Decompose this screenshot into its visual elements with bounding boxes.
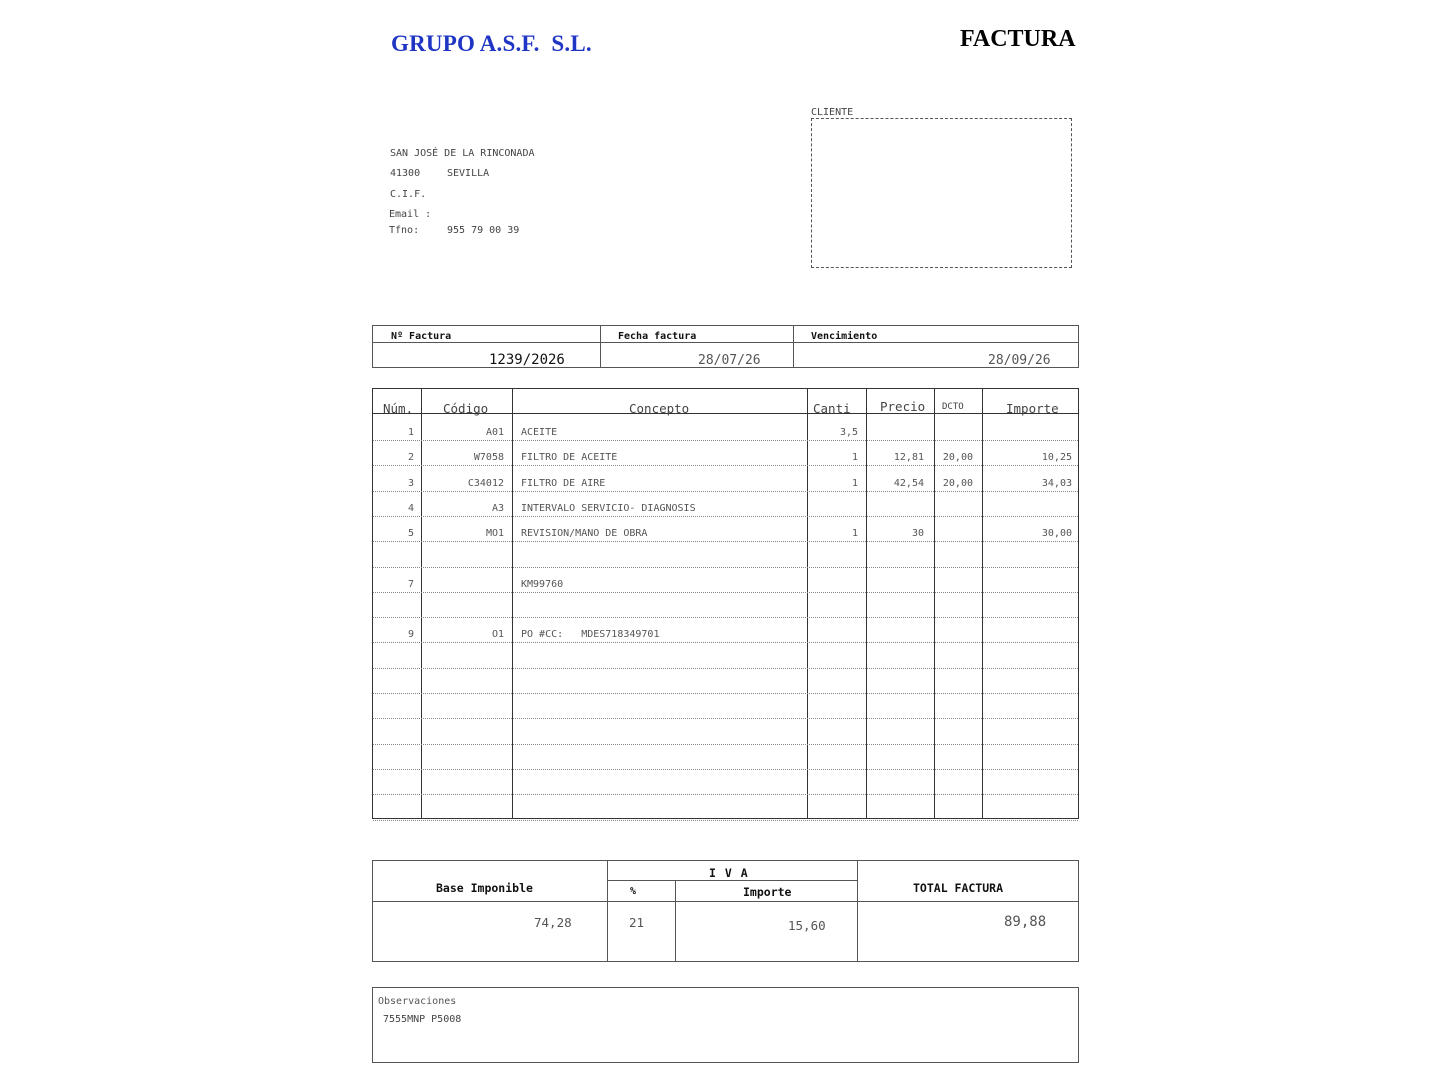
line-price: 30 [911, 528, 924, 540]
invoice-due-date: 28/09/26 [988, 353, 1051, 368]
table-row [373, 465, 1078, 466]
iva-amount: 15,60 [788, 918, 826, 933]
line-quantity: 1 [851, 477, 858, 489]
divider [857, 861, 858, 961]
col-header-num: Núm. [383, 401, 414, 416]
base-label: Base Imponible [436, 881, 533, 895]
divider [982, 389, 983, 818]
line-concept: KM99760 [521, 578, 564, 590]
table-row [373, 769, 1078, 770]
line-concept: ACEITE [521, 427, 558, 438]
invoice-due-label: Vencimiento [811, 331, 878, 342]
invoice-lines-table [372, 388, 1079, 819]
line-number: 1 [407, 427, 414, 438]
line-code: MO1 [485, 528, 504, 540]
observations-label: Observaciones [378, 996, 457, 1007]
divider [607, 880, 857, 881]
line-number: 5 [407, 528, 414, 540]
client-label: CLIENTE [811, 107, 854, 118]
issuer-city-line: SAN JOSÉ DE LA RINCONADA [390, 148, 535, 159]
line-discount: 20,00 [942, 477, 973, 489]
table-row [373, 693, 1078, 694]
table-row [373, 516, 1078, 517]
table-row [373, 668, 1078, 669]
invoice-number: 1239/2026 [489, 352, 565, 368]
observations-text: 7555MNP P5008 [383, 1014, 462, 1025]
line-code: A01 [485, 427, 504, 438]
table-row [373, 794, 1078, 795]
col-header-concept: Concepto [629, 401, 690, 416]
invoice-header [372, 325, 1079, 368]
issuer-phone: 955 79 00 39 [447, 225, 520, 236]
iva-label: I V A [709, 866, 749, 880]
issuer-postal-code: 41300 [390, 168, 421, 179]
table-row [373, 617, 1078, 618]
base-amount: 74,28 [534, 915, 572, 930]
line-price: 12,81 [893, 452, 924, 464]
line-number: 7 [407, 578, 414, 590]
table-row [373, 491, 1078, 492]
totals-box [372, 860, 1079, 962]
table-row [373, 744, 1078, 745]
issuer-email-label: Email : [389, 209, 432, 220]
total-label: TOTAL FACTURA [913, 881, 1004, 895]
table-row [373, 820, 1078, 821]
table-row [373, 718, 1078, 719]
line-code: W7058 [473, 452, 504, 464]
document-title: FACTURA [960, 26, 1076, 52]
line-number: 3 [407, 477, 414, 489]
line-code: O1 [491, 629, 504, 641]
line-amount: 10,25 [1041, 452, 1072, 464]
line-amount: 34,03 [1041, 477, 1072, 489]
divider [934, 389, 935, 818]
line-price: 42,54 [893, 477, 924, 489]
iva-percent-label: % [630, 886, 637, 897]
divider [607, 861, 608, 961]
table-row [373, 567, 1078, 568]
iva-amount-label: Importe [743, 885, 792, 899]
col-header-amount: Importe [1006, 401, 1059, 416]
line-concept: PO #CC: MDES718349701 [521, 629, 660, 641]
divider [675, 880, 676, 961]
divider [807, 389, 808, 818]
divider [866, 389, 867, 818]
line-quantity: 1 [851, 528, 858, 540]
observations-box [372, 987, 1079, 1063]
table-row [373, 642, 1078, 643]
line-amount: 30,00 [1041, 528, 1072, 540]
col-header-price: Precio [880, 399, 926, 414]
line-quantity: 3,5 [839, 427, 858, 438]
iva-percent: 21 [629, 915, 645, 930]
line-number: 9 [407, 629, 414, 641]
line-concept: INTERVALO SERVICIO- DIAGNOSIS [521, 502, 696, 514]
col-header-code: Código [443, 401, 489, 416]
divider [373, 901, 1078, 902]
line-discount: 20,00 [942, 452, 973, 464]
table-row [373, 440, 1078, 441]
divider [512, 389, 513, 818]
line-number: 4 [407, 502, 414, 514]
line-concept: FILTRO DE AIRE [521, 477, 606, 489]
total-amount: 89,88 [1004, 914, 1047, 930]
issuer-cif-label: C.I.F. [390, 189, 427, 200]
invoice-number-label: Nº Factura [391, 331, 452, 342]
client-box [811, 118, 1072, 268]
line-code: C34012 [467, 477, 504, 489]
line-concept: REVISION/MANO DE OBRA [521, 528, 648, 540]
table-row [373, 592, 1078, 593]
company-name: GRUPO A.S.F. S.L. [391, 31, 592, 56]
issuer-city: SEVILLA [447, 168, 490, 179]
table-row [373, 541, 1078, 542]
line-number: 2 [407, 452, 414, 464]
divider [421, 389, 422, 818]
issuer-phone-label: Tfno: [389, 225, 420, 236]
line-quantity: 1 [851, 452, 858, 464]
col-header-discount: DCTO [942, 402, 964, 412]
invoice-date-label: Fecha factura [618, 331, 697, 342]
divider [793, 326, 794, 367]
col-header-qty: Canti [813, 401, 851, 416]
line-concept: FILTRO DE ACEITE [521, 452, 618, 464]
divider [600, 326, 601, 367]
invoice-date: 28/07/26 [698, 353, 761, 368]
divider [373, 342, 1078, 343]
line-code: A3 [491, 502, 504, 514]
